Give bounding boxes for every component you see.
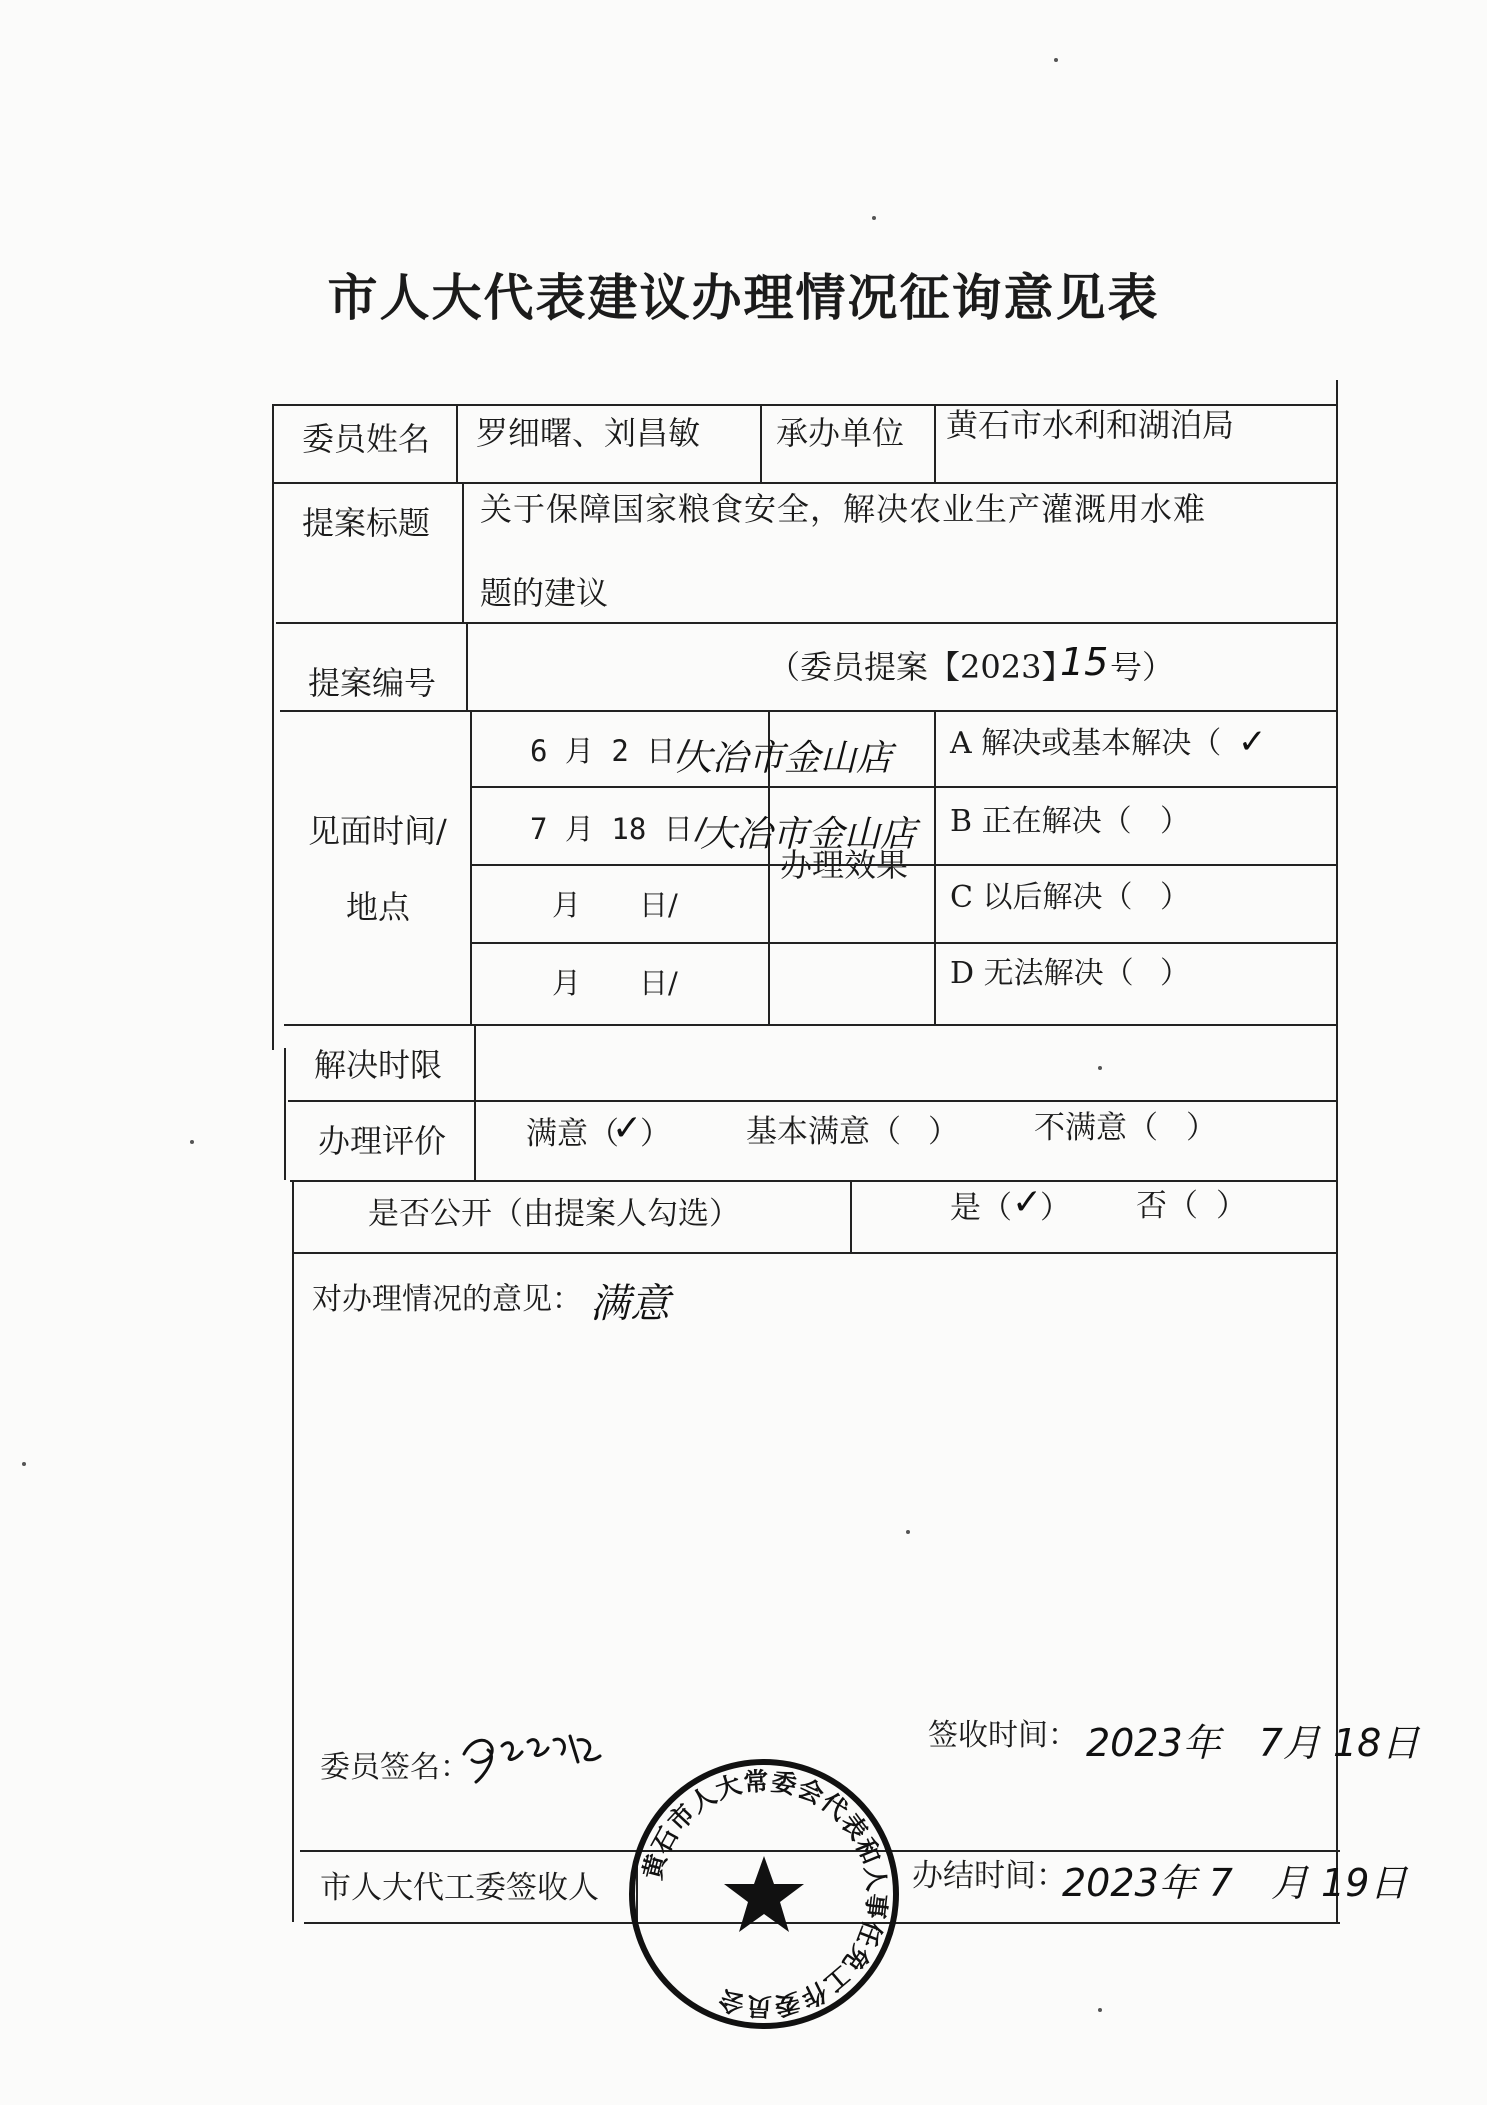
meeting-date-3: 月 日/ xyxy=(552,888,678,922)
table-border xyxy=(272,404,274,1050)
public-label: 是否公开（由提案人勾选） xyxy=(368,1196,740,1232)
table-border xyxy=(760,404,762,484)
deadline-label: 解决时限 xyxy=(314,1046,443,1084)
scan-speck xyxy=(190,1140,194,1144)
member-name-label: 委员姓名 xyxy=(302,420,431,458)
meeting-place-1: 大冶市金山店 xyxy=(676,738,893,779)
member-signature-label: 委员签名： xyxy=(320,1750,470,1785)
meeting-label-line1: 见面时间/ xyxy=(308,812,447,850)
evaluation-unsatisfied-close: ） xyxy=(1186,1110,1217,1146)
seal-star-icon xyxy=(724,1856,804,1932)
proposal-title-line1: 关于保障国家粮食安全，解决农业生产灌溉用水难 xyxy=(480,490,1207,528)
table-border xyxy=(292,1252,1338,1254)
effect-option-c-close: ） xyxy=(1160,880,1190,915)
effect-option-b-close: ） xyxy=(1160,804,1190,839)
scan-speck xyxy=(906,1530,910,1534)
evaluation-unsatisfied-label: 不满意（ xyxy=(1034,1110,1158,1146)
table-border xyxy=(470,710,472,1024)
scan-speck xyxy=(22,1462,26,1466)
table-border xyxy=(272,482,1338,484)
receipt-time-handwritten: 2023年 7月 18日 xyxy=(1086,1721,1420,1765)
table-border xyxy=(934,710,936,1024)
scan-speck xyxy=(1054,58,1058,62)
table-border xyxy=(276,622,1338,624)
completion-time-handwritten: 2023年 7 月 19日 xyxy=(1062,1861,1408,1905)
opinion-label: 对办理情况的意见： xyxy=(312,1282,582,1317)
completion-time-label: 办结时间： xyxy=(912,1858,1067,1894)
table-border xyxy=(474,1024,476,1182)
meeting-date-4: 月 日/ xyxy=(552,966,678,1000)
opinion-handwritten: 满意 xyxy=(590,1281,670,1327)
meeting-date-2: 7 月 18 日/ xyxy=(530,812,711,846)
evaluation-satisfied-label: 满意（ xyxy=(526,1116,619,1152)
table-border xyxy=(288,1100,1338,1102)
table-border xyxy=(292,1180,294,1922)
evaluation-satisfied-close: ） xyxy=(640,1116,671,1152)
public-yes-check: ✓ xyxy=(1012,1182,1043,1223)
table-border xyxy=(466,622,468,712)
effect-option-c-label: C 以后解决（ xyxy=(950,880,1133,915)
scan-speck xyxy=(1098,2008,1102,2012)
committee-signer-label: 市人大代工委签收人 xyxy=(320,1870,599,1906)
scan-speck xyxy=(872,216,876,220)
seal-text: 黄石市人大常委会代表和人事任免工作委员会 xyxy=(637,1766,892,2022)
public-yes-close: ） xyxy=(1040,1190,1071,1226)
meeting-place-2: 大冶市金山店 xyxy=(700,814,917,855)
evaluation-basic-label: 基本满意（ xyxy=(746,1114,901,1150)
proposal-number-handwritten: 15 xyxy=(1060,640,1109,684)
undertaker-label: 承办单位 xyxy=(776,414,905,452)
evaluation-basic-close: ） xyxy=(928,1114,959,1150)
table-border xyxy=(280,710,1338,712)
meeting-date-1: 6 月 2 日/ xyxy=(530,734,693,768)
effect-option-a-check: ✓ xyxy=(1238,722,1267,762)
scan-speck xyxy=(1098,1066,1102,1070)
undertaker-value: 黄石市水利和湖泊局 xyxy=(946,406,1235,444)
official-seal-stamp xyxy=(628,1758,900,2030)
proposal-number-prefix: （委员提案【2023】 xyxy=(768,648,1074,686)
page-title: 市人大代表建议办理情况征询意见表 xyxy=(327,269,1160,327)
member-name-value: 罗细曙、刘昌敏 xyxy=(476,414,701,452)
table-border xyxy=(284,1024,1338,1026)
meeting-label-line2: 地点 xyxy=(346,888,411,926)
proposal-number-label: 提案编号 xyxy=(308,664,437,702)
table-border xyxy=(456,404,458,484)
member-signature-image xyxy=(458,1716,608,1786)
table-border xyxy=(290,1180,1338,1182)
evaluation-satisfied-check: ✓ xyxy=(612,1108,643,1149)
proposal-number-suffix: 号） xyxy=(1110,648,1175,686)
receipt-time-label: 签收时间： xyxy=(928,1718,1078,1753)
public-no-label: 否（ xyxy=(1136,1188,1198,1224)
effect-option-a-label: A 解决或基本解决（ xyxy=(950,726,1222,761)
table-border xyxy=(1336,380,1338,1924)
effect-option-b-label: B 正在解决（ xyxy=(950,804,1132,839)
effect-label: 办理效果 xyxy=(780,846,909,884)
table-border xyxy=(934,404,936,484)
effect-option-d-close: ） xyxy=(1160,956,1190,991)
table-border xyxy=(470,942,1338,944)
proposal-title-label: 提案标题 xyxy=(302,504,431,542)
effect-option-d-label: D 无法解决（ xyxy=(950,956,1134,991)
proposal-title-line2: 题的建议 xyxy=(480,574,609,612)
table-border xyxy=(284,1048,286,1180)
table-border xyxy=(462,482,464,622)
table-border xyxy=(470,786,1338,788)
evaluation-label: 办理评价 xyxy=(318,1122,447,1160)
public-yes-label: 是（ xyxy=(950,1190,1012,1226)
public-no-close: ） xyxy=(1216,1188,1247,1224)
table-border xyxy=(850,1180,852,1252)
